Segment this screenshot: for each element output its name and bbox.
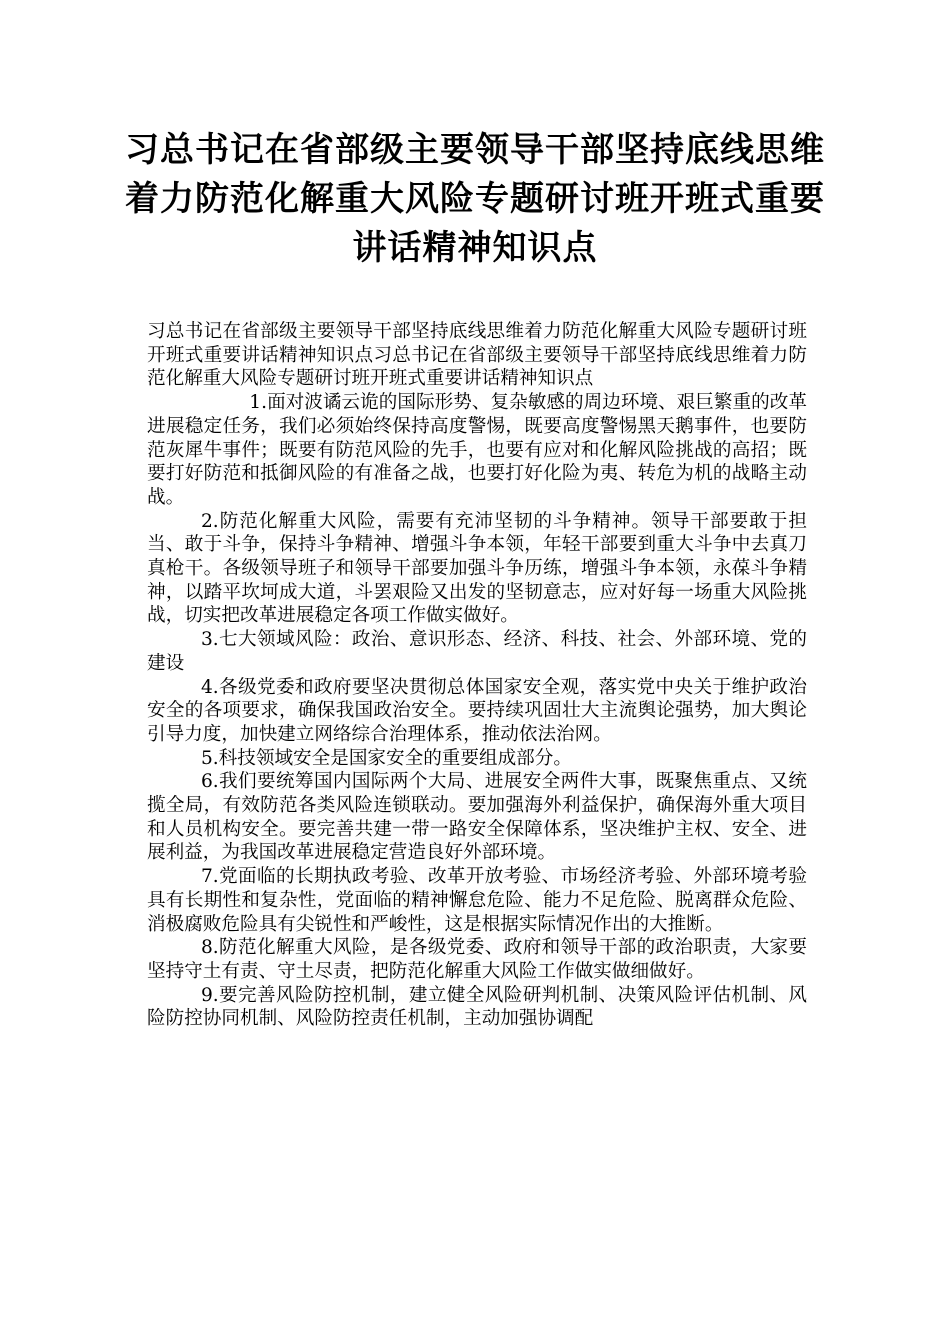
document-body: [147, 320, 807, 1031]
list-item: 6.我们要统筹国内国际两个大局、进展安全两件大事，既聚焦重点、又统揽全局，有效防范各类风险连锁联动。要加强海外利益保护，确保海外重大项目和人员机构安全。要完善共建一带一路安全保障体系，坚决维护主权、安全、进展利益，为我国改革进展稳定营造良好外部环境。: [147, 771, 807, 864]
list-item: 2.防范化解重大风险，需要有充沛坚韧的斗争精神。领导干部要敢于担当、敢于斗争，保持斗争精神、增强斗争本领，年轻干部要到重大斗争中去真刀真枪干。各级领导班子和领导干部要加强斗争历练，增强斗争本领，永葆斗争精神，以踏平坎坷成大道，斗罢艰险又出发的坚韧意志，应对好每一场重大风险挑战，切实把改革进展稳定各项工作做实做好。: [147, 510, 807, 627]
list-item: 3.七大领域风险：政治、意识形态、经济、科技、社会、外部环境、党的建设: [147, 629, 807, 674]
intro-paragraph: 习总书记在省部级主要领导干部坚持底线思维着力防范化解重大风险专题研讨班开班式重要讲话精神知识点习总书记在省部级主要领导干部坚持底线思维着力防范化解重大风险专题研讨班开班式重要讲话精神知识点: [147, 321, 807, 390]
list-item: 9.要完善风险防控机制，建立健全风险研判机制、决策风险评估机制、风险防控协同机制、风险防控责任机制，主动加强协调配: [147, 984, 807, 1030]
list-item: 1.面对波谲云诡的国际形势、复杂敏感的周边环境、艰巨繁重的改革进展稳定任务，我们必须始终保持高度警惕，既要高度警惕黑天鹅事件，也要防范灰犀牛事件；既要有防范风险的先手，也要有应对和化解风险挑战的高招；既要打好防范和抵御风险的有准备之战，也要打好化险为夷、转危为机的战略主动战。: [147, 392, 807, 508]
document-title: 习总书记在省部级主要领导干部坚持底线思维着力防范化解重大风险专题研讨班开班式重要讲话精神知识点: [125, 130, 825, 268]
list-item: 5.科技领域安全是国家安全的重要组成部分。: [200, 747, 572, 769]
list-item: 4.各级党委和政府要坚决贯彻总体国家安全观，落实党中央关于维护政治安全的各项要求，确保我国政治安全。要持续巩固壮大主流舆论强势，加大舆论引导力度，加快建立网络综合治理体系，推动依法治网。: [147, 676, 807, 745]
list-item: 8.防范化解重大风险，是各级党委、政府和领导干部的政治职责，大家要坚持守土有责、守土尽责，把防范化解重大风险工作做实做细做好。: [147, 937, 807, 982]
list-item: 7.党面临的长期执政考验、改革开放考验、市场经济考验、外部环境考验具有长期性和复杂性，党面临的精神懈怠危险、能力不足危险、脱离群众危险、消极腐败危险具有尖锐性和严峻性，这是根据实际情况作出的大推断。: [147, 866, 807, 935]
